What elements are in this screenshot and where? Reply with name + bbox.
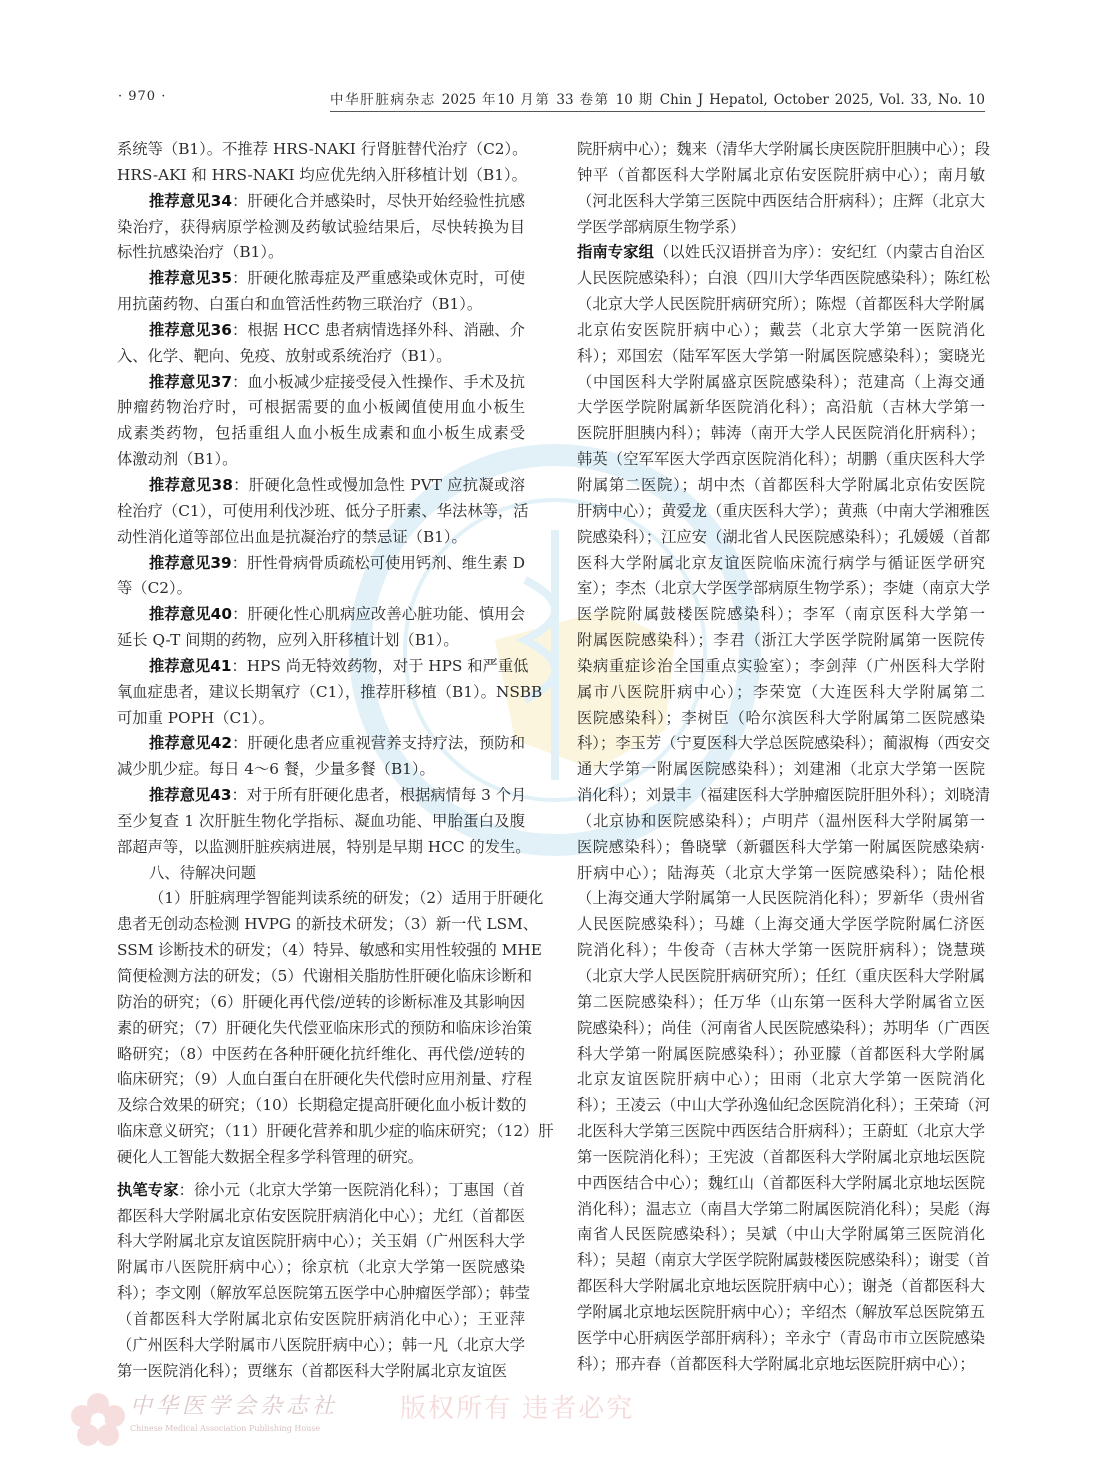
bold-label: 推荐意见43: [149, 786, 232, 805]
line-text: （北京大学人民医院肝病研究所）；任红（重庆医科大学附属: [577, 967, 985, 985]
bold-label: 推荐意见41: [149, 656, 232, 675]
text-line: [117, 525, 525, 551]
text-line: [117, 938, 542, 964]
line-text: 部超声等，以监测肝脏疾病进展，特别是早期 HCC 的发生。: [117, 837, 531, 856]
text-line: [577, 1326, 985, 1352]
line-text: 人民医院感染科）；白浪（四川大学华西医院感染科）；陈红松: [577, 269, 991, 288]
bold-label: 推荐意见42: [149, 734, 232, 753]
line-text: 医学中心肝病医学部肝病科）；辛永宁（青岛市市立医院感染: [577, 1328, 985, 1347]
line-text: 学附属北京地坛医院肝病中心）；辛绍杰（解放军总医院第五: [577, 1302, 985, 1321]
paragraph-first-line: [117, 551, 525, 577]
line-text: 医院感染科）；鲁晓擘（新疆医科大学第一附属医院感染病·: [577, 837, 985, 856]
line-text: 氧血症患者，建议长期氧疗（C1），推荐肝移植（B1）。NSBB: [117, 682, 543, 701]
line-text: 延长 Q-T 间期的药物，应列入肝移植计划（B1）。: [117, 631, 459, 650]
line-text: SSM 诊断技术的研发；（4）特异、敏感和实用性较强的 MHE: [117, 941, 542, 960]
line-text: 北医科大学第三医院中西医结合肝病科）；王蔚虹（北京大学: [577, 1122, 985, 1141]
text-line: [117, 1359, 525, 1385]
line-text: 科）；李玉芳（宁夏医科大学总医院感染科）；蔺淑梅（西安交: [577, 734, 991, 753]
text-line: [117, 912, 539, 938]
text-line: [577, 1274, 985, 1300]
line-text: 院感染科）；尚佳（河南省人民医院感染科）；苏明华（广西医: [577, 1018, 991, 1037]
line-text: ：肝硬化急性或慢加急性 PVT 应抗凝或溶: [232, 475, 525, 494]
text-line: [117, 706, 525, 732]
publisher-flower-logo: [70, 1392, 126, 1448]
line-text: ：血小板减少症接受侵入性操作、手术及抗: [231, 372, 525, 391]
text-line: [577, 757, 985, 783]
line-text: 医科大学附属北京友谊医院临床流行病学与循证医学研究: [577, 553, 985, 572]
text-line: [577, 1222, 985, 1248]
text-line: [117, 421, 525, 447]
text-line: [577, 912, 985, 938]
text-line: [577, 1352, 985, 1378]
paragraph-first-line: [117, 266, 525, 292]
line-text: （首都医科大学附属北京佑安医院肝病消化中心）；王亚萍: [117, 1309, 525, 1328]
line-text: 钟平（首都医科大学附属北京佑安医院肝病中心）；南月敏: [577, 165, 985, 184]
text-line: [577, 886, 985, 912]
text-line: [577, 706, 985, 732]
line-text: 室）；李杰（北京大学医学部病原生物学系）；李婕（南京大学: [577, 579, 991, 598]
line-text: 医院感染科）；李树臣（哈尔滨医科大学附属第二医院感染: [577, 708, 985, 727]
text-line: [117, 1204, 525, 1230]
line-text: ：肝硬化性心肌病应改善心脏功能、慎用会: [231, 605, 525, 624]
left-column: [117, 137, 554, 1385]
text-line: [577, 1197, 991, 1223]
line-text: ：肝硬化脓毒症及严重感染或休克时，可使: [231, 269, 525, 288]
paragraph-first-line: [117, 654, 529, 680]
line-text: 素的研究；（7）肝硬化失代偿亚临床形式的预防和临床诊治策: [117, 1018, 533, 1037]
text-line: [577, 783, 991, 809]
text-line: [577, 1145, 985, 1171]
line-text: （中国医科大学附属盛京医院感染科）；范建高（上海交通: [577, 372, 985, 391]
text-line: [577, 861, 985, 887]
text-line: [577, 266, 991, 292]
line-text: HRS-AKI 和 HRS-NAKI 均应优先纳入肝移植计划（B1）。: [117, 165, 527, 184]
text-line: [117, 1307, 525, 1333]
paragraph-first-line: [117, 370, 525, 396]
text-line: [577, 1119, 985, 1145]
line-text: 简便检测方法的研发；（5）代谢相关脂肪性肝硬化临床诊断和: [117, 967, 533, 985]
text-line: [577, 731, 991, 757]
text-line: [117, 835, 531, 861]
text-line: [577, 1171, 985, 1197]
text-line: [577, 602, 985, 628]
text-line: [577, 964, 985, 990]
text-line: [577, 1248, 991, 1274]
line-text: ：HPS 尚无特效药物，对于 HPS 和严重低: [231, 656, 529, 675]
line-text: 及综合效果的研究；（10）长期稳定提高肝硬化血小板计数的: [117, 1096, 527, 1115]
paragraph-first-line: [117, 731, 525, 757]
text-line: [577, 163, 985, 189]
text-line: [577, 990, 985, 1016]
text-line: [577, 576, 991, 602]
text-line: [577, 421, 985, 447]
text-line: [577, 680, 985, 706]
line-text: 八、待解决问题: [149, 863, 257, 882]
line-text: 染治疗，获得病原学检测及药敏试验结果后，尽快转换为目: [117, 217, 525, 236]
page-number: · 970 ·: [118, 89, 167, 104]
text-line: [577, 137, 991, 163]
line-text: （上海交通大学附属第一人民医院消化科）；罗新华（贵州省: [577, 889, 985, 908]
line-text: 科）；吴超（南京大学医学院附属鼓楼医院感染科）；谢雯（首: [577, 1251, 991, 1270]
text-line: [577, 499, 991, 525]
text-line: [577, 344, 985, 370]
paragraph-first-line: [117, 318, 525, 344]
line-text: 人民医院感染科）；马雄（上海交通大学医学院附属仁济医: [577, 915, 985, 934]
line-text: 标性抗感染治疗（B1）。: [117, 243, 284, 262]
text-line: [117, 1229, 525, 1255]
line-text: 临床研究；（9）人血白蛋白在肝硬化失代偿时应用剂量、疗程: [117, 1070, 533, 1089]
caduceus-icon: [525, 530, 555, 780]
line-text: 医学院附属鼓楼医院感染科）；李军（南京医科大学第一: [577, 605, 985, 624]
line-text: ：徐小元（北京大学第一医院消化科）；丁惠国（首: [178, 1180, 525, 1199]
line-text: 临床意义研究；（11）肝硬化营养和肌少症的临床研究；（12）肝: [117, 1122, 554, 1141]
line-text: 减少肌少症。每日 4～6 餐，少量多餐（B1）。: [117, 760, 435, 779]
text-line: [117, 447, 525, 473]
line-text: 科）；王凌云（中山大学孙逸仙纪念医院消化科）；王荣琦（河: [577, 1096, 991, 1115]
line-text: 属市八医院肝病中心）；李荣宽（大连医科大学附属第二: [577, 682, 985, 701]
line-text: 科）；邢卉春（首都医科大学附属北京地坛医院肝病中心）；: [577, 1354, 975, 1373]
text-line: [577, 1016, 991, 1042]
text-line: [577, 809, 985, 835]
line-text: （河北医科大学第三医院中西医结合肝病科）；庄辉（北京大: [577, 191, 985, 210]
line-text: 第一医院消化科）；王宪波（首都医科大学附属北京地坛医院: [577, 1147, 985, 1166]
text-line: [117, 964, 533, 990]
line-text: 中西医结合中心）；魏红山（首都医科大学附属北京地坛医院: [577, 1173, 985, 1192]
line-text: 科）；邓国宏（陆军军医大学第一附属医院感染科）；窦晓光: [577, 346, 985, 365]
text-line: [117, 809, 525, 835]
line-text: 肝病中心）；黄爱龙（重庆医科大学）；黄燕（中南大学湘雅医: [577, 501, 991, 520]
publisher-name-cn: 中华医学会杂志社: [130, 1394, 339, 1419]
line-text: ：肝硬化合并感染时，尽快开始经验性抗感: [231, 191, 525, 210]
line-text: 科）；李文刚（解放军总医院第五医学中心肿瘤医学部）；韩莹: [117, 1284, 531, 1303]
line-text: 院肝病中心）；魏来（清华大学附属长庚医院肝胆胰中心）；段: [577, 140, 991, 158]
line-text: （北京大学人民医院肝病研究所）；陈煜（首都医科大学附属: [577, 295, 985, 314]
text-line: [117, 215, 525, 241]
line-text: 都医科大学附属北京地坛医院肝病中心）；谢尧（首都医科大: [577, 1277, 985, 1296]
line-text: 通大学第一附属医院感染科）；刘建湘（北京大学第一医院: [577, 760, 985, 779]
copyright-notice: 版权所有 违者必究: [400, 1394, 635, 1424]
text-line: [577, 1093, 991, 1119]
text-line: [577, 447, 985, 473]
bold-label: 推荐意见38: [149, 475, 233, 494]
line-text: 栓治疗（C1），可使用利伐沙班、低分子肝素、华法林等，活: [117, 501, 529, 520]
right-column: [577, 137, 991, 1378]
text-line: [117, 1067, 533, 1093]
line-text: ：对于所有肝硬化患者，根据病情每 3 个月: [231, 786, 527, 805]
line-text: 韩英（空军军医大学西京医院消化科）；胡鹏（重庆医科大学: [577, 450, 985, 469]
text-line: [577, 938, 985, 964]
text-line: [117, 292, 525, 318]
text-line: [577, 292, 985, 318]
bold-label: 指南专家组: [577, 243, 654, 262]
line-text: 院感染科）；江应安（湖北省人民医院感染科）；孔媛媛（首都: [577, 527, 991, 546]
text-line: [117, 1119, 554, 1145]
text-line: [117, 1145, 525, 1171]
text-line: [577, 654, 985, 680]
text-line: [577, 189, 985, 215]
publisher-name-en: Chinese Medical Association Publishing House: [130, 1424, 321, 1433]
line-text: （1）肝脏病理学智能判读系统的研发；（2）适用于肝硬化: [149, 889, 544, 908]
line-text: 附属市八医院肝病中心）；徐京杭（北京大学第一医院感染: [117, 1258, 525, 1277]
line-text: 科大学第一附属医院感染科）；孙亚朦（首都医科大学附属: [577, 1044, 985, 1063]
line-text: 系统等（B1）。不推荐 HRS-NAKI 行肾脏替代治疗（C2）。: [117, 140, 528, 158]
line-text: 第一医院消化科）；贾继东（首都医科大学附属北京友谊医: [117, 1361, 508, 1380]
text-line: [117, 240, 525, 266]
text-line: [117, 757, 525, 783]
text-line: [117, 163, 525, 189]
text-line: [577, 1300, 985, 1326]
bold-label: 执笔专家: [117, 1180, 179, 1199]
line-text: 北京友谊医院肝病中心）；田雨（北京大学第一医院消化: [577, 1070, 985, 1089]
bold-label: 推荐意见36: [149, 320, 232, 339]
line-text: 入、化学、靶向、免疫、放射或系统治疗（B1）。: [117, 346, 452, 365]
text-line: [117, 1281, 531, 1307]
text-line: [577, 370, 985, 396]
line-text: （以姓氏汉语拼音为序）：安纪红（内蒙古自治区: [654, 243, 985, 262]
line-text: 患者无创动态检测 HVPG 的新技术研发；（3）新一代 LSM、: [117, 915, 539, 934]
line-text: 学医学部病原生物学系）: [577, 217, 746, 236]
line-text: 北京佑安医院肝病中心）；戴芸（北京大学第一医院消化: [577, 320, 985, 339]
text-line: [117, 344, 525, 370]
line-text: 消化科）；刘景丰（福建医科大学肿瘤医院肝胆外科）；刘晓清: [577, 786, 991, 805]
text-line: [577, 473, 985, 499]
text-line: [117, 628, 525, 654]
paragraph-first-line: [117, 783, 525, 809]
line-text: 用抗菌药物、白蛋白和血管活性药物三联治疗（B1）。: [117, 295, 483, 314]
line-text: ：肝性骨病骨质疏松可使用钙剂、维生素 D: [231, 553, 525, 572]
bold-label: 推荐意见37: [149, 372, 232, 391]
text-line: [577, 835, 985, 861]
text-line: [577, 215, 985, 241]
line-text: 略研究；（8）中医药在各种肝硬化抗纤维化、再代偿/逆转的: [117, 1044, 525, 1063]
line-text: 都医科大学附属北京佑安医院肝病消化中心）；尤红（首都医: [117, 1206, 525, 1225]
paragraph-first-line: [117, 473, 525, 499]
line-text: 硬化人工智能大数据全程多学科管理的研究。: [117, 1147, 423, 1166]
text-line: [117, 886, 544, 912]
text-line: [577, 318, 985, 344]
line-text: 院消化科）；牛俊奇（吉林大学第一医院肝病科）；饶慧瑛: [577, 941, 985, 960]
running-header: 中华肝脏病杂志 2025 年10 月第 33 卷第 10 期 Chin J Hepatol, October 2025, Vol. 33, No. 10: [330, 88, 985, 112]
line-text: 至少复查 1 次肝脏生物化学指标、凝血功能、甲胎蛋白及腹: [117, 811, 525, 830]
line-text: 第二医院感染科）；任万华（山东第一医科大学附属省立医: [577, 992, 985, 1011]
line-text: 防治的研究；（6）肝硬化再代偿/逆转的诊断标准及其影响因: [117, 992, 525, 1011]
text-line: [577, 628, 985, 654]
text-line: [117, 1333, 525, 1359]
text-line: [117, 1255, 525, 1281]
line-text: 附属医院感染科）；李君（浙江大学医学院附属第一医院传: [577, 631, 985, 650]
line-text: 成素类药物，包括重组人血小板生成素和血小板生成素受: [117, 424, 525, 443]
text-line: [577, 1067, 985, 1093]
line-text: 南省人民医院感染科）；吴斌（中山大学附属第三医院消化: [577, 1225, 985, 1244]
line-text: 体激动剂（B1）。: [117, 450, 238, 469]
line-text: 染病重症诊治全国重点实验室）；李剑萍（广州医科大学附: [577, 656, 985, 675]
line-text: 科大学附属北京友谊医院肝病中心）；关玉娟（广州医科大学: [117, 1232, 525, 1251]
line-text: ：肝硬化患者应重视营养支持疗法，预防和: [231, 734, 525, 753]
paragraph-first-line: [577, 240, 985, 266]
text-line: [117, 499, 529, 525]
text-line: [117, 990, 525, 1016]
text-line: [577, 525, 991, 551]
line-text: 肿瘤药物治疗时，可根据需要的血小板阈值使用血小板生: [117, 398, 525, 417]
line-text: 肝病中心）；陆海英（北京大学第一医院感染科）；陆伦根: [577, 863, 985, 882]
text-line: [117, 1016, 533, 1042]
line-text: （北京协和医院感染科）；卢明芹（温州医科大学附属第一: [577, 811, 985, 830]
section-heading: [117, 861, 525, 887]
line-text: 医院肝胆胰内科）；韩涛（南开大学人民医院消化肝病科）；: [577, 424, 985, 443]
line-text: 等（C2）。: [117, 579, 192, 598]
text-line: [117, 395, 525, 421]
bold-label: 推荐意见34: [149, 191, 232, 210]
bold-label: 推荐意见39: [149, 553, 232, 572]
text-line: [577, 395, 985, 421]
text-line: [577, 1042, 985, 1068]
bold-label: 推荐意见35: [149, 269, 232, 288]
text-line: [577, 551, 985, 577]
line-text: 附属第二医院）；胡中杰（首都医科大学附属北京佑安医院: [577, 475, 985, 494]
paragraph-first-line: [117, 1178, 525, 1204]
paragraph-first-line: [117, 189, 525, 215]
line-text: 动性消化道等部位出血是抗凝治疗的禁忌证（B1）。: [117, 527, 467, 546]
text-line: [117, 576, 525, 602]
line-text: 大学医学院附属新华医院消化科）；高沿航（吉林大学第一: [577, 398, 985, 417]
line-text: 消化科）；温志立（南昌大学第二附属医院消化科）；吴彪（海: [577, 1199, 991, 1218]
text-line: [117, 137, 528, 163]
line-text: 可加重 POPH（C1）。: [117, 708, 274, 727]
text-line: [117, 680, 543, 706]
paragraph-first-line: [117, 602, 525, 628]
line-text: ：根据 HCC 患者病情选择外科、消融、介: [231, 320, 525, 339]
bold-label: 推荐意见40: [149, 605, 232, 624]
text-line: [117, 1093, 525, 1119]
line-text: （广州医科大学附属市八医院肝病中心）；韩一凡（北京大学: [117, 1335, 525, 1354]
text-line: [117, 1042, 525, 1068]
